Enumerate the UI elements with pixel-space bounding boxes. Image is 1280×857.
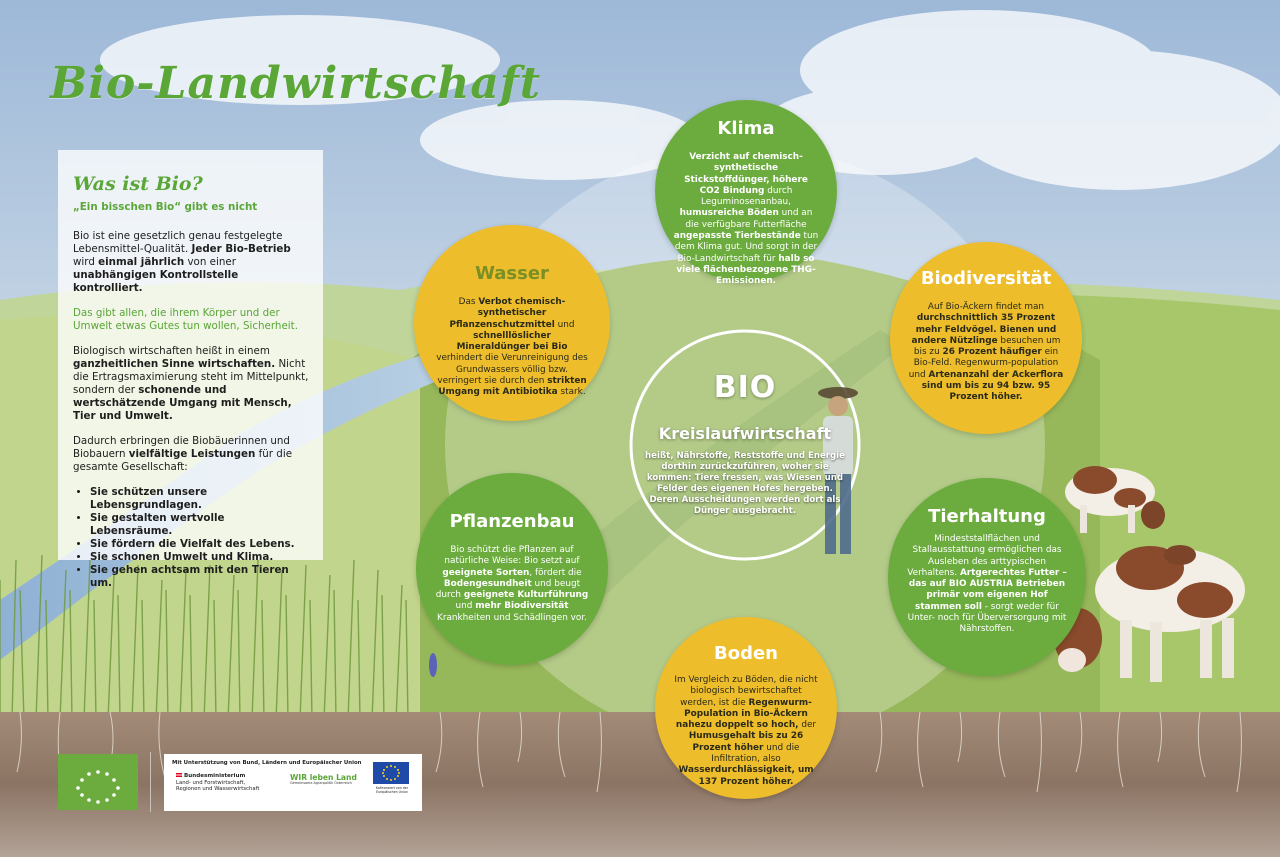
- klima-circle: [655, 100, 837, 287]
- page-title: Bio-Landwirtschaft: [50, 58, 542, 109]
- tierhaltung-text: Mindeststallflächen und Stallausstattung ermöglichen das Ausleben des arttypischen Verhaltens. Artgerechtes Futter – das auf BIO AUSTRIA Betrieben primär vom eigenen Hof stammen soll - sorgt weder für Unter- noch für Überversorgung mit Nährstoffen.: [907, 534, 1067, 635]
- benefit-list: [73, 486, 309, 590]
- ministry-block: [176, 773, 296, 793]
- tierhaltung-title: Tierhaltung: [928, 506, 1046, 527]
- list-item: • Sie gestalten wertvolle Lebensräume.: [90, 512, 309, 538]
- biodiversitaet-text: Auf Bio-Äckern findet man durchschnittlich 35 Prozent mehr Feldvögel. Bienen und andere Nützlinge besuchen um bis zu 26 Prozent häufiger ein Bio-Feld. Regenwurm-population und Artenanzahl der Ackerflora sind um bis zu 94 bzw. 95 Prozent höher.: [908, 302, 1064, 403]
- info-panel: [58, 150, 323, 589]
- ministry-line-2: Land- und Forstwirtschaft,: [176, 779, 246, 786]
- wir-subtitle: Gemeinsame Agrarpolitik Österreich: [290, 781, 352, 785]
- boden-text: Im Vergleich zu Böden, die nicht biologisch bewirtschaftet werden, ist die Regenwurm-Population in Bio-Äckern nahezu doppelt so hoch, der Humusgehalt bis zu 26 Prozent höher und die Infiltration, also Wasserdurchlässigkeit, um 137 Prozent höher.: [674, 675, 818, 787]
- kreislaufwirtschaft-title: Kreislaufwirtschaft: [658, 424, 832, 443]
- ministry-line-3: Regionen und Wasserwirtschaft: [176, 786, 260, 793]
- klima-text: Verzicht auf chemisch-synthetische Stickstoffdünger, höhere CO2 Bindung durch Leguminosenanbau, humusreiche Böden und an die verfügbare Futterfläche angepasste Tierbestände tun dem Klima gut. Und sorgt in der Bio-Landwirtschaft für halb so viele flächenbezogene THG-Emissionen.: [673, 152, 819, 287]
- footer-divider: [150, 752, 151, 812]
- support-text: Mit Unterstützung von Bund, Ländern und Europäischer Union: [172, 760, 362, 766]
- sponsor-box: [164, 754, 422, 811]
- list-item: • Sie gehen achtsam mit den Tieren um.: [90, 564, 309, 590]
- eu-cofinanced-text: Kofinanziert von der Europäischen Union: [375, 786, 409, 795]
- eu-flag-icon: [373, 762, 409, 784]
- list-item: • Sie schützen unsere Lebensgrundlagen.: [90, 486, 309, 512]
- boden-title: Boden: [714, 643, 778, 664]
- wasser-title: Wasser: [475, 263, 549, 284]
- info-heading: Was ist Bio?: [73, 173, 203, 195]
- info-paragraph-3: Biologisch wirtschaften heißt in einem ganzheitlichen Sinne wirtschaften. Nicht die Ertragsmaximierung steht im Mittelpunkt, sondern der schonende und wertschätzende Umgang mit Mensch, Tier und Umwelt.: [73, 345, 309, 422]
- info-tagline: „Ein bisschen Bio“ gibt es nicht: [73, 201, 258, 213]
- info-paragraph-2: Das gibt allen, die ihrem Körper und der Umwelt etwas Gutes tun wollen, Sicherheit.: [73, 307, 298, 332]
- biodiversitaet-circle: [890, 242, 1082, 434]
- info-paragraph-4: Dadurch erbringen die Biobäuerinnen und Biobauern vielfältige Leistungen für die gesamte Gesellschaft:: [73, 435, 293, 473]
- eu-organic-logo: [58, 754, 138, 810]
- eu-stars-icon: [373, 762, 409, 784]
- info-paragraph-1: Bio ist eine gesetzlich genau festgelegte Lebensmittel-Qualität. Jeder Bio-Betrieb wird einmal jährlich von einer unabhängigen Kontrollstelle kontrolliert.: [73, 230, 291, 294]
- list-item: • Sie fördern die Vielfalt des Lebens.: [90, 538, 309, 551]
- wasser-circle: [414, 225, 610, 421]
- pflanzenbau-text: Bio schützt die Pflanzen auf natürliche Weise: Bio setzt auf geeignete Sorten, fördert die Bodengesundheit und beugt durch geeignete Kulturführung und mehr Biodiversität Krankheiten und Schädlingen vor.: [435, 545, 589, 623]
- wir-leben-land-text: WIR leben Land: [290, 773, 357, 782]
- list-item: • Sie schonen Umwelt und Klima.: [90, 551, 309, 564]
- klima-title: Klima: [717, 118, 775, 139]
- pflanzenbau-title: Pflanzenbau: [449, 511, 575, 532]
- kreislaufwirtschaft-text: heißt, Nährstoffe, Reststoffe und Energie dorthin zurückzuführen, woher sie kommen: Tiere fressen, was Wiesen und Felder des eigenen Hofes hergeben. Deren Ausscheidungen werden dort als Dünger ausgebracht.: [645, 451, 845, 516]
- bio-heading: BIO: [713, 370, 777, 405]
- wir-leben-land-logo: [290, 774, 360, 786]
- ministry-line-1: Bundesministerium: [184, 773, 246, 779]
- boden-circle: [655, 617, 837, 799]
- pflanzenbau-circle: [416, 473, 608, 665]
- eu-organic-leaf-icon: [58, 754, 138, 810]
- tierhaltung-circle: [888, 478, 1086, 676]
- austria-flag-icon: [176, 773, 182, 777]
- biodiversitaet-title: Biodiversität: [920, 268, 1052, 289]
- wasser-text: Das Verbot chemisch-synthetischer Pflanzenschutzmittel und schnelllöslicher Mineraldünger bei Bio verhindert die Verunreinigung des Grundwassers völlig bzw. verringert sie durch den strikten Umgang mit Antibiotika stark.: [436, 297, 588, 398]
